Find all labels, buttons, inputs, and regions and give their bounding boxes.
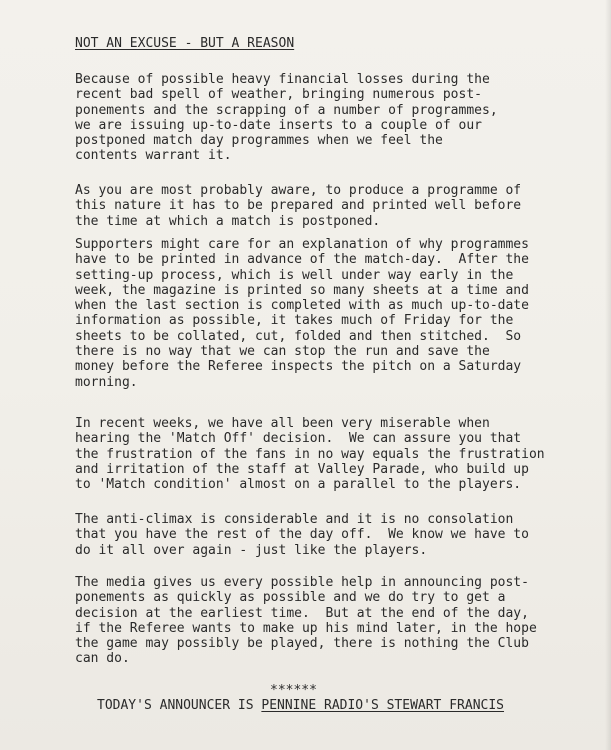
paragraph-match-off-frustration: In recent weeks, we have all been very miserable when hearing the 'Match Off' decision. We can assure you that the frustration of the fans in no way equals the frustration and irritation of the staff at Valley Parade, who build up to 'Match condition' almost on a parallel to the players.	[75, 416, 545, 493]
paragraph-printing-explanation: Supporters might care for an explanation of why programmes have to be printed in advance of the match-day. After the setting-up process, which is well under way early in the week, the magazine is printed so many sheets at a time and when the last section is completed with as much up-to-date information as possible, it takes much of Friday for the sheets to be collated, cut, folded and then stitched. So there is no way that we can stop the run and save the money before the Referee inspects the pitch on a Saturday morning.	[75, 237, 529, 390]
announcer-name: PENNINE RADIO'S STEWART FRANCIS	[261, 698, 505, 713]
document-title: NOT AN EXCUSE - BUT A REASON	[75, 36, 295, 51]
paragraph-media-help: The media gives us every possible help in announcing post- ponements as quickly as possible and we do try to get a decision at the earliest time. But at the end of the day, if the Referee wants to make up his mind later, in the hope the game may possibly be played, there is nothing the Club can do.	[75, 575, 537, 667]
announcer-footer	[97, 698, 504, 713]
paragraph-financial-losses: Because of possible heavy financial losses during the recent bad spell of weather, bringing numerous post- ponements and the scrapping of a number of programmes, we are issuing up-to-date inserts to a couple of our postponed match day programmes when we feel the contents warrant it.	[75, 72, 498, 164]
paragraph-production-timing: As you are most probably aware, to produce a programme of this nature it has to be prepared and printed well before the time at which a match is postponed.	[75, 183, 522, 229]
section-separator: ******	[270, 683, 317, 698]
paragraph-anti-climax: The anti-climax is considerable and it is no consolation that you have the rest of the day off. We know we have to do it all over again - just like the players.	[75, 512, 529, 558]
announcer-prefix: TODAY'S ANNOUNCER IS	[97, 698, 262, 713]
